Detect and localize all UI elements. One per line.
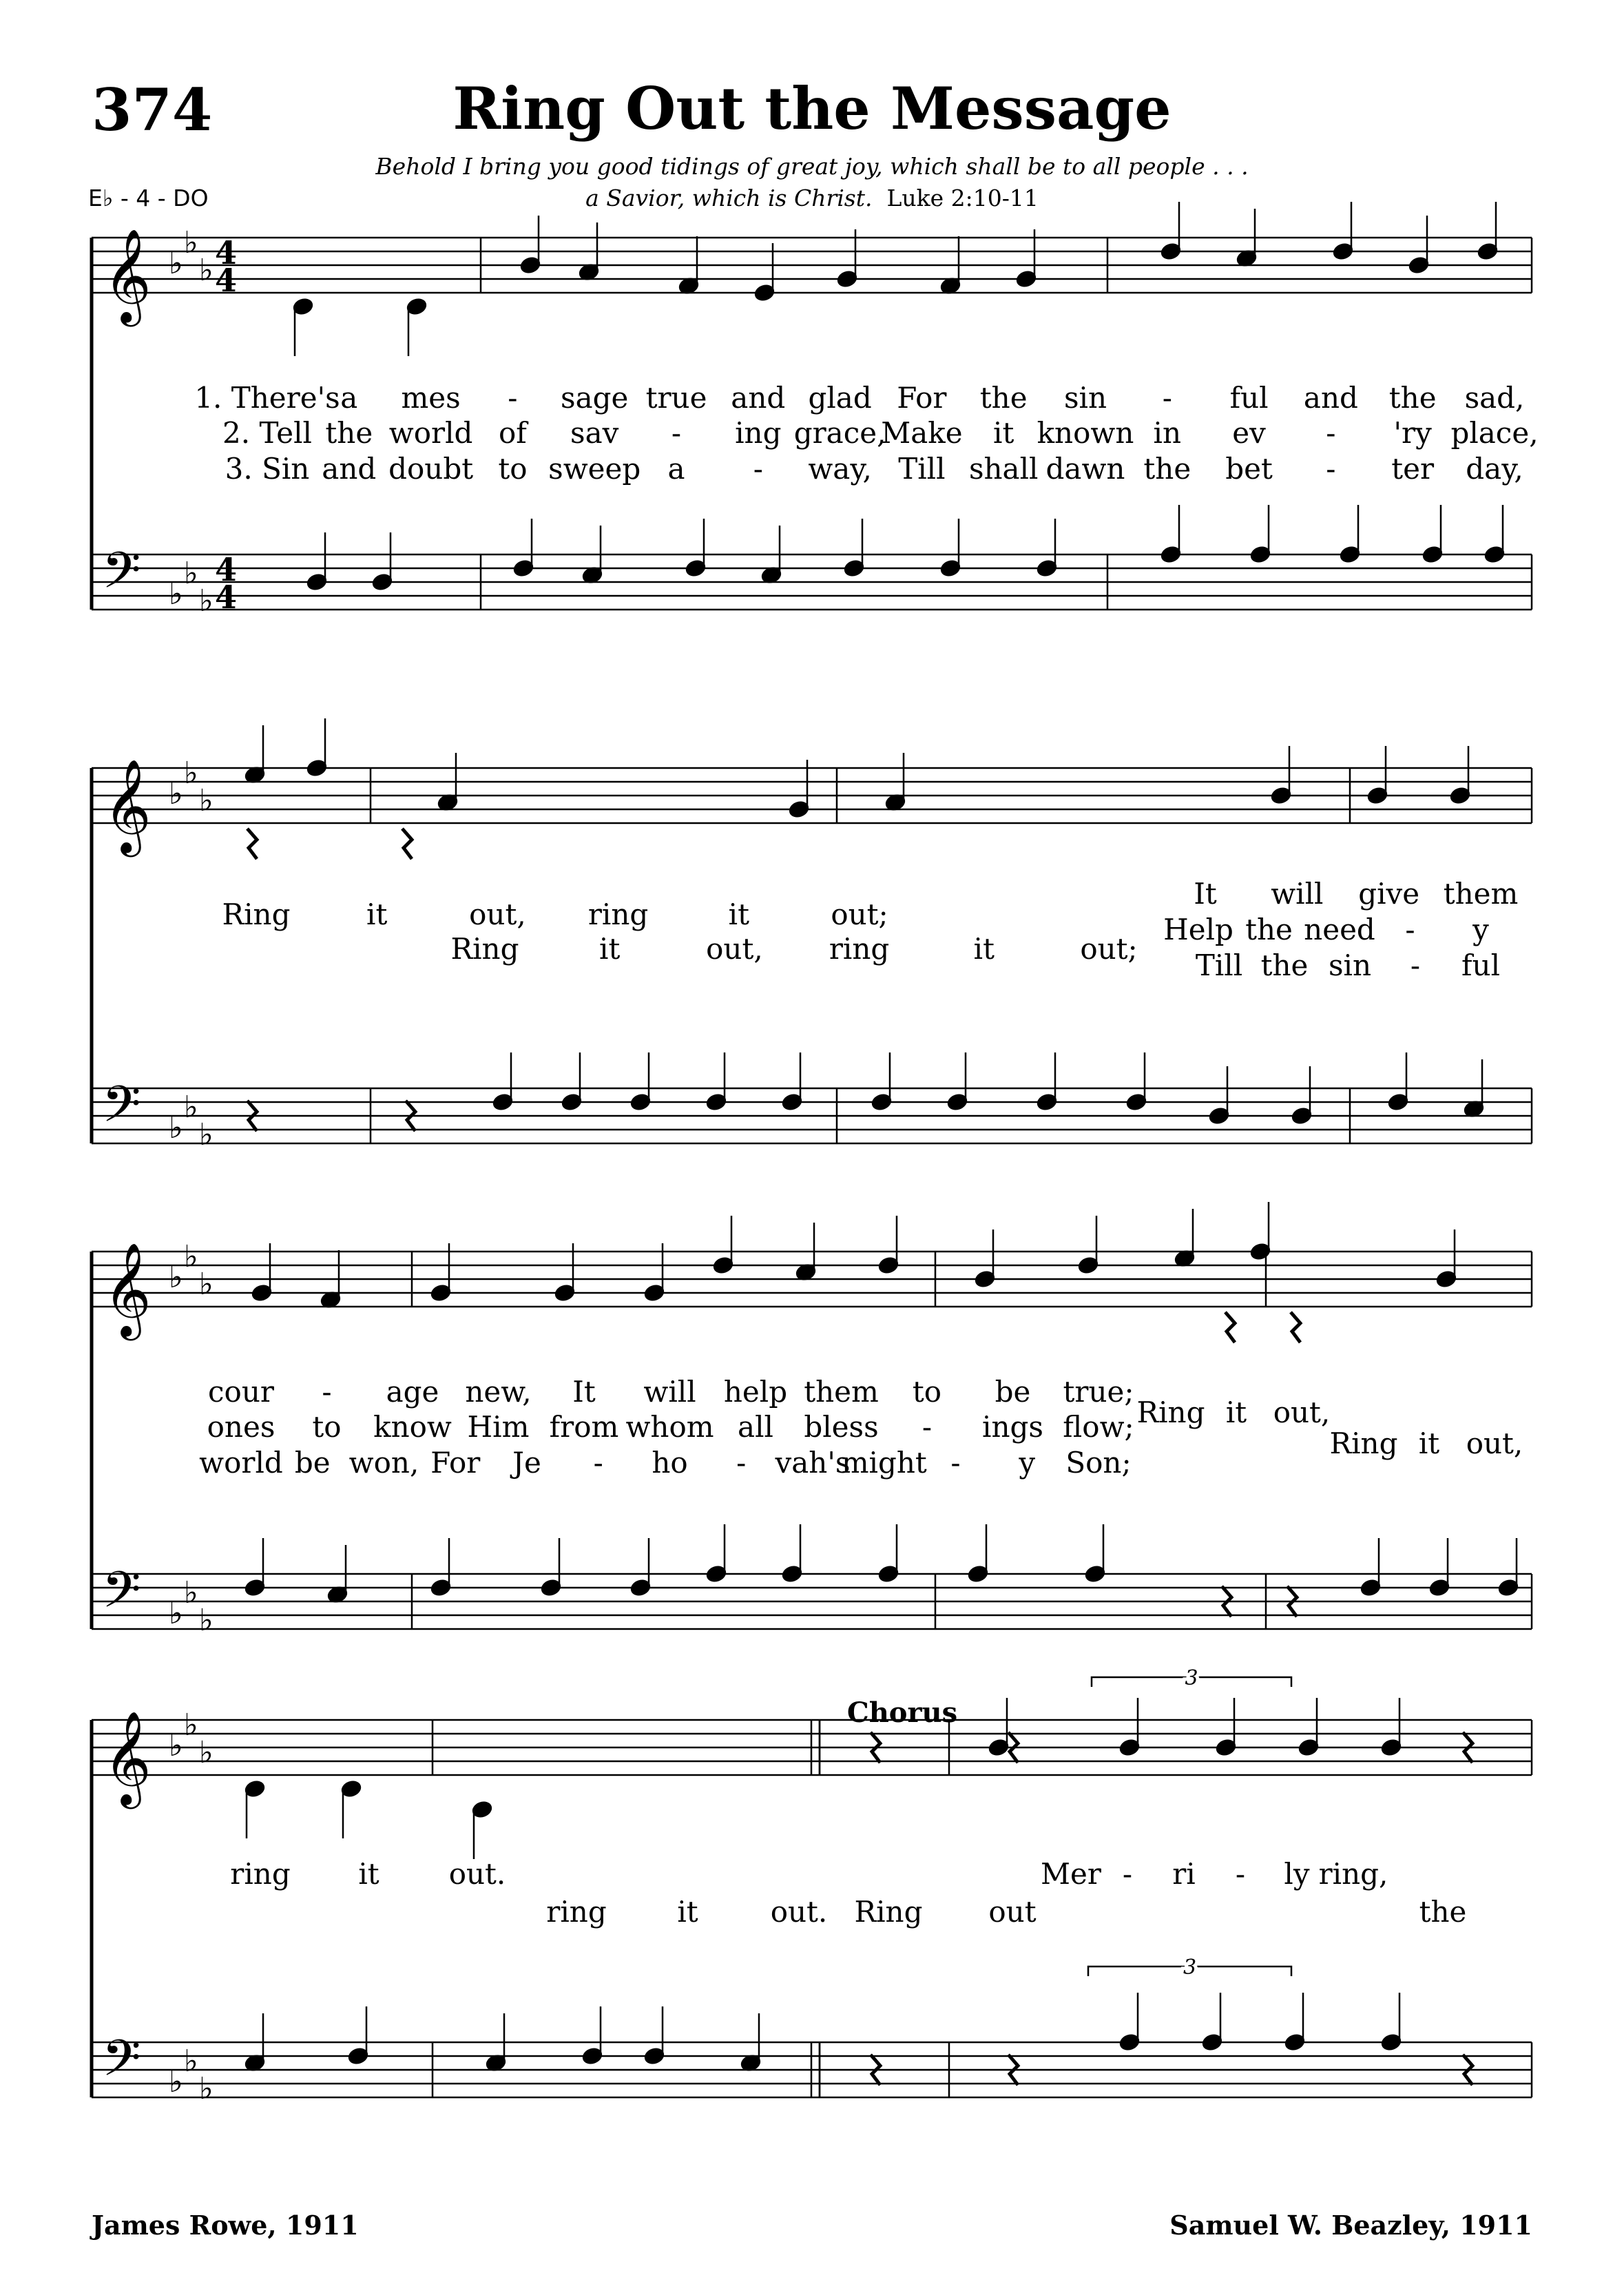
lyric-verse-3: - [736,1446,747,1480]
lyric-verse-3: ter [1391,452,1435,486]
flat-sign: ♭ [199,253,214,288]
lyric-verse-1: glad [808,381,872,415]
lyric-verse-3: doubt [388,452,474,486]
lyric-soprano: ring, [1318,1857,1388,1891]
staves [92,238,1532,2097]
lyric-verse-3: Till [898,452,946,486]
music-credit: Samuel W. Beazley, 1911 [1169,2210,1532,2241]
lyric-verse-3: 3. Sin [225,452,310,486]
flat-sign: ♭ [169,1728,183,1763]
lyric-verse-2: ings [982,1410,1043,1444]
lyric-soprano: it [358,1857,379,1891]
lyric-verse-2: ones [207,1410,275,1444]
lyric-verse-2: y [1472,913,1489,946]
flat-sign: ♭ [169,577,183,612]
flat-sign: ♭ [169,2064,183,2099]
key-signature-label: E♭ - 4 - DO [88,185,209,211]
lyric-verse-3: sin [1328,948,1372,982]
lyric-verse-3: - [753,452,763,486]
lyric-verse-1: to [912,1375,942,1409]
lyric-verse-1: the [979,381,1028,415]
lyric-verse-1: will [1271,877,1324,911]
flat-sign: ♭ [184,1239,198,1274]
lyric-verse-2: flow; [1063,1410,1134,1444]
lyric-soprano: - [1122,1857,1133,1891]
lyric-alto: ring [829,932,890,966]
lyric-verse-2: whom [625,1410,714,1444]
lyric-verse-2: from [549,1410,619,1444]
flat-sign: ♭ [199,1267,214,1302]
hymn-number: 374 [92,76,213,144]
lyric-verse-2: to [312,1410,342,1444]
lyric-verse-2: 'ry [1393,416,1432,450]
flat-sign: ♭ [184,2044,198,2079]
hymn-title: Ring Out the Message [452,74,1172,143]
lyric-alto: out; [1080,932,1138,966]
bass-clef: 𝄢 [102,541,141,612]
lyric-soprano: Ring [1136,1395,1205,1429]
lyric-soprano: ring [587,898,649,931]
lyric-soprano: it [1225,1395,1247,1429]
lyric-verse-3: vah's [775,1446,851,1480]
quarter-rest [1291,1312,1300,1342]
flat-sign: ♭ [199,783,214,818]
lyric-alto: out [988,1895,1037,1929]
lyric-verse-3: shall [968,452,1039,486]
lyric-verse-3: way, [808,452,872,486]
lyric-verse-1: sad, [1464,381,1525,415]
lyric-alto: Ring [854,1895,923,1929]
lyric-verse-1: cour [208,1375,274,1409]
lyric-verse-3: Je [512,1446,541,1480]
triplet-number: 3 [1183,1955,1197,1980]
lyric-verse-1: sage [561,381,629,415]
lyric-soprano: - [1235,1857,1246,1891]
lyric-verse-2: Make [881,416,963,450]
lyric-verse-3: - [1410,948,1421,982]
lyric-verse-2: ing [735,416,782,450]
lyric-soprano: ri [1172,1857,1196,1891]
lyric-soprano: out, [469,898,526,931]
lyric-alto: it [677,1895,698,1929]
lyric-soprano: it [728,898,749,931]
lyric-verse-1: will [643,1375,696,1409]
lyric-verse-1: sin [1063,381,1107,415]
words-credit: James Rowe, 1911 [92,2210,359,2241]
lyric-verse-3: won, [348,1446,419,1480]
time-signature-denominator: 4 [215,579,238,616]
lyric-verse-1: age [386,1375,439,1409]
lyric-verse-1: mes [401,381,461,415]
lyric-verse-2: know [373,1410,452,1444]
quarter-rest [247,829,257,859]
lyric-verse-2: grace, [793,416,886,450]
flat-sign: ♭ [184,225,198,260]
quarter-rest [1225,1312,1235,1342]
lyric-verse-3: the [1143,452,1191,486]
lyric-alto: Ring [450,932,519,966]
lyric-verse-2: sav [570,416,619,450]
treble-clef: 𝄞 [103,758,152,853]
bass-clef: 𝄢 [102,1560,141,1631]
lyric-verse-3: and [322,452,377,486]
flat-sign: ♭ [184,556,198,591]
lyric-verse-2: 2. Tell [222,416,312,450]
flat-sign: ♭ [169,1110,183,1145]
lyric-verse-3: bet [1225,452,1273,486]
lyric-alto: out. [770,1895,828,1929]
lyric-verse-1: them [1443,877,1519,911]
treble-clef: 𝄞 [103,1710,152,1805]
treble-clef: 𝄞 [103,1241,152,1336]
flat-sign: ♭ [199,1735,214,1770]
lyric-alto: the [1419,1895,1467,1929]
lyric-verse-1: It [572,1375,596,1409]
bass-clef: 𝄢 [102,2029,141,2099]
quarter-rest [402,829,412,859]
lyric-verse-3: be [294,1446,331,1480]
lyric-verse-2: - [922,1410,933,1444]
lyric-verse-3: dawn [1045,452,1125,486]
lyric-verse-1: - [322,1375,332,1409]
lyric-verse-2: all [738,1410,773,1444]
flat-sign: ♭ [199,2071,214,2106]
flat-sign: ♭ [169,246,183,281]
lyric-verse-1: and [1303,381,1358,415]
lyric-verse-1: true; [1063,1375,1134,1409]
lyric-verse-1: them [804,1375,879,1409]
lyric-soprano: out. [448,1857,506,1891]
lyric-verse-2: world [388,416,473,450]
flat-sign: ♭ [169,1596,183,1631]
lyric-verse-3: Till [1195,948,1243,982]
lyric-verse-3: the [1260,948,1309,982]
lyric-verse-2: of [498,416,527,450]
lyric-verse-3: world [199,1446,283,1480]
lyric-verse-2: in [1153,416,1182,450]
lyric-verse-2: the [1245,913,1293,946]
flat-sign: ♭ [199,1117,214,1152]
lyric-soprano: ly [1284,1857,1310,1891]
lyric-soprano: Mer [1041,1857,1101,1891]
lyric-verse-3: Son; [1065,1446,1132,1480]
lyric-verse-3: ho [652,1446,688,1480]
lyric-soprano: out; [831,898,888,931]
lyric-verse-1: ful [1229,381,1269,415]
lyric-soprano: ring [230,1857,291,1891]
lyric-verse-3: - [593,1446,603,1480]
lyric-verse-1: help [723,1375,788,1409]
flat-sign: ♭ [169,1260,183,1295]
lyric-alto: out, [1466,1426,1523,1460]
flat-sign: ♭ [184,756,198,791]
lyric-verse-1: and [731,381,786,415]
lyric-verse-3: might [841,1446,927,1480]
scripture-reference: Luke 2:10-11 [886,185,1039,211]
lyric-verse-3: For [430,1446,481,1480]
lyric-verse-1: For [897,381,947,415]
lyric-verse-2: known [1037,416,1134,450]
triplet-number: 3 [1185,1666,1198,1690]
lyric-verse-2: Help [1163,913,1233,946]
flat-sign: ♭ [184,1090,198,1125]
scripture-quote: a Savior, which is Christ. [585,185,873,211]
lyric-verse-1: 1. There's [194,381,340,415]
lyric-verse-1: It [1194,877,1217,911]
lyric-verse-1: a [340,381,358,415]
treble-clef: 𝄞 [103,227,152,322]
lyric-soprano: out, [1273,1395,1331,1429]
time-signature-numerator: 4 [215,234,238,271]
lyric-verse-1: give [1358,877,1420,911]
lyric-soprano: Ring [222,898,291,931]
lyric-verse-1: the [1388,381,1437,415]
lyric-verse-2: - [1405,913,1415,946]
lyric-verse-1: new, [465,1375,532,1409]
lyric-verse-1: be [995,1375,1031,1409]
lyric-verse-2: it [993,416,1014,450]
lyric-verse-3: sweep [548,452,641,486]
lyric-verse-3: ful [1461,948,1501,982]
lyric-alto: out, [706,932,763,966]
lyric-alto: it [973,932,995,966]
lyric-alto: Ring [1329,1426,1398,1460]
flat-sign: ♭ [184,1708,198,1743]
lyric-soprano: it [366,898,388,931]
flat-sign: ♭ [199,583,214,619]
lyric-verse-2: - [671,416,682,450]
lyric-verse-3: to [498,452,528,486]
lyric-verse-2: the [325,416,373,450]
lyric-verse-3: day, [1466,452,1523,486]
flat-sign: ♭ [169,776,183,811]
lyric-verse-2: ev [1232,416,1266,450]
lyric-verse-2: need [1304,913,1375,946]
lyric-verse-3: - [950,1446,961,1480]
scripture-line-1: Behold I bring you good tidings of great joy, which shall be to all people . . . [375,153,1249,180]
lyric-alto: it [599,932,621,966]
marks [102,225,1291,2106]
flat-sign: ♭ [199,1603,214,1638]
lyric-verse-2: Him [467,1410,530,1444]
lyric-verse-1: - [1162,381,1172,415]
lyric-verse-3: y [1019,1446,1036,1480]
flat-sign: ♭ [184,1575,198,1610]
lyric-verse-2: - [1326,416,1336,450]
time-signature-denominator: 4 [215,262,238,299]
lyric-verse-2: place, [1450,416,1539,450]
time-signature-numerator: 4 [215,551,238,588]
lyric-verse-3: a [667,452,685,486]
lyric-verse-1: true [645,381,707,415]
lyric-verse-3: - [1326,452,1336,486]
bass-clef: 𝄢 [102,1075,141,1145]
lyric-verse-2: bless [804,1410,879,1444]
chorus-label: Chorus [846,1697,958,1729]
lyric-alto: it [1418,1426,1440,1460]
lyric-verse-1: - [508,381,518,415]
lyric-alto: ring [546,1895,607,1929]
